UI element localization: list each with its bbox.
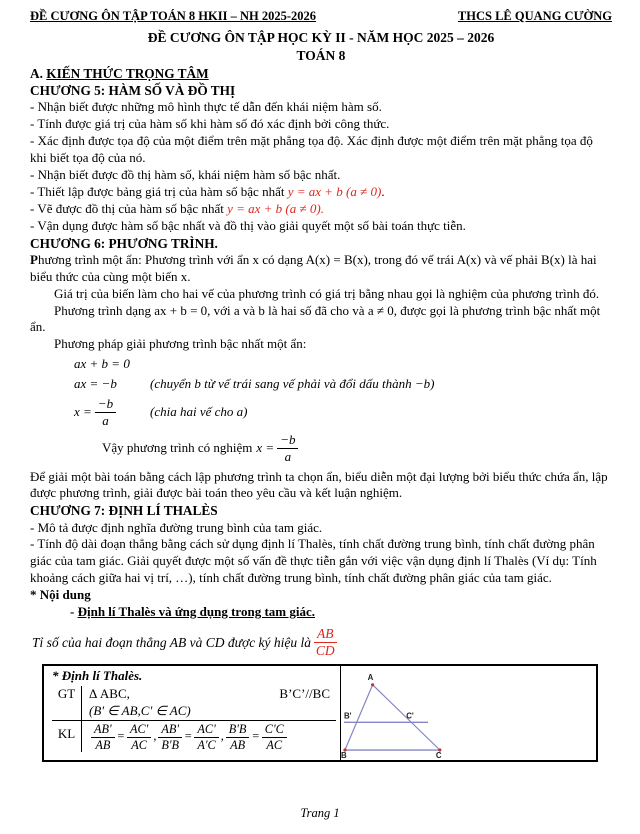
fraction-denominator: AC: [266, 737, 283, 752]
chapter5-bullet: [30, 201, 612, 218]
fraction-numerator: C'C: [262, 723, 287, 738]
gt-hypothesis-line1: [89, 686, 336, 703]
content-label: * Nội dung: [30, 587, 91, 603]
equation-note: (chuyển b từ vế trái sang vế phải và đổi dấu thành −b): [150, 376, 435, 392]
equals-sign: =: [251, 729, 260, 744]
formula-linear-function: y = ax + b (a ≠ 0).: [227, 200, 324, 216]
gt-parallel: B’C’//BC: [279, 686, 330, 702]
separator-comma: ,: [220, 729, 224, 744]
fraction: [226, 723, 250, 752]
equation-text: ax = −b: [74, 376, 117, 392]
chapter6-paragraph: Phương pháp giải phương trình bậc nhất một ẩn:: [54, 336, 307, 352]
equation-step-1: [74, 356, 612, 373]
chapter5-bullet: - Nhận biết được những mô hình thực tế dẫn đến khái niệm hàm số.: [30, 99, 382, 115]
fraction-denominator: A'C: [197, 737, 216, 752]
equation-note: (chia hai vế cho a): [150, 403, 248, 419]
chapter5-bullet: - Xác định được tọa độ của một điểm trên mặt phẳng tọa độ. Xác định được một điểm trên mặt phẳng tọa độ khi biết tọa độ của nó.: [30, 133, 593, 166]
ratio-text: Tỉ số của hai đoạn thẳng AB và CD được ký hiệu là: [32, 634, 312, 650]
formula-linear-function: y = ax + b (a ≠ 0): [287, 183, 382, 199]
fraction: [91, 723, 115, 752]
thales-caption: * Định lí Thalès.: [52, 668, 143, 684]
gt-hypothesis-line2: (B' ∈ AB,C' ∈ AC): [89, 703, 191, 719]
chapter6-paragraph: Để giải một bài toán bằng cách lập phương trình ta chọn ẩn, biểu diễn một đại lượng bởi biểu thức chứa ẩn, lập được phương trình, giải được bài toán theo yêu cầu và kết luận nghiệm.: [30, 468, 608, 501]
label-a: A: [367, 673, 374, 683]
fraction-numerator: B'B: [226, 723, 250, 738]
chapter5-bullet: [30, 184, 612, 201]
label-b: B: [341, 751, 347, 761]
fraction-numerator: AC': [194, 723, 218, 738]
conclusion-line: [102, 433, 612, 463]
fraction: [95, 397, 116, 427]
document-title: ĐỀ CƯƠNG ÔN TẬP HỌC KỲ II - NĂM HỌC 2025 – 2026: [147, 30, 495, 46]
fraction-denominator: a: [102, 412, 109, 428]
kl-label: KL: [52, 720, 82, 752]
kl-content: [82, 720, 336, 752]
fraction: [127, 723, 151, 752]
gt-triangle: Δ ABC,: [89, 686, 130, 702]
fraction: [277, 433, 298, 463]
fraction-denominator: AB: [230, 737, 246, 752]
content-item: [70, 604, 612, 621]
chapter7-heading: CHƯƠNG 7: ĐỊNH LÍ THALÈS: [30, 503, 218, 519]
vertex-a-dot: [371, 683, 374, 686]
fraction-numerator: −b: [95, 397, 116, 413]
equals-sign: =: [116, 729, 125, 744]
chapter5-bullet: - Tính được giá trị của hàm số khi hàm số đó xác định bởi công thức.: [30, 116, 390, 132]
thales-figure-cell: [340, 666, 596, 760]
gt-label: GT: [52, 686, 82, 720]
equation-step-3: [74, 397, 612, 427]
fraction: [194, 723, 218, 752]
conclusion-text: Vậy phương trình có nghiệm: [102, 439, 253, 455]
kl-fraction-chain: [89, 723, 336, 752]
section-a-prefix: A.: [30, 65, 47, 81]
fraction: [158, 723, 182, 752]
fraction-denominator: AC: [131, 737, 147, 752]
ratio-sentence: [32, 627, 612, 658]
chapter5-bullet: - Vận dụng được hàm số bậc nhất và đồ thị vào giải quyết một số bài toán thực tiễn.: [30, 217, 466, 233]
document-subtitle: TOÁN 8: [296, 48, 346, 64]
bullet-period: .: [381, 183, 385, 199]
label-c-prime: C': [406, 711, 414, 721]
equation-fraction: [74, 397, 150, 427]
page-number: Trang 1: [300, 805, 340, 820]
header-left-text: ĐỀ CƯƠNG ÔN TẬP TOÁN 8 HKII – NH 2025-2026: [30, 9, 317, 23]
fraction-denominator: CD: [315, 643, 335, 659]
chapter6-paragraph: Giá trị của biến làm cho hai vế của phương trình có giá trị bằng nhau gọi là nghiệm của phương trình đó.: [54, 285, 600, 301]
equation-step-2: [74, 376, 612, 393]
equals-sign: =: [184, 729, 193, 744]
section-a-title: KIẾN THỨC TRỌNG TÂM: [46, 65, 209, 81]
equation-text: ax + b = 0: [74, 356, 130, 372]
paragraph-text: hương trình một ẩn: Phương trình với ẩn x có dạng A(x) = B(x), trong đó vế trái A(x) và vế phải B(x) là hai biểu thức của cùng một biến x.: [30, 251, 597, 284]
fraction-denominator: a: [284, 448, 292, 464]
lead-letter: P: [30, 251, 38, 267]
gt-content: [82, 686, 336, 720]
chapter7-bullet: - Tính độ dài đoạn thẳng bằng cách sử dụng định lí Thalès, tính chất đường trung bình, tính chất đường phân giác của tam giác. Giải quyết được một số vấn đề thực tiễn gắn với việc vận dụng định lí Thalès (Ví dụ: Tính khoảng cách giữa hai vị trí, …), tính chất đường trung bình, tính chất đường phân giác của tam giác.: [30, 536, 597, 586]
chapter6-paragraph: [30, 252, 612, 286]
chapter5-heading: CHƯƠNG 5: HÀM SỐ VÀ ĐỒ THỊ: [30, 83, 236, 99]
gt-kl-table: [52, 686, 336, 752]
chapter7-bullet: - Mô tả được định nghĩa đường trung bình của tam giác.: [30, 519, 323, 535]
running-header: [30, 8, 612, 24]
conclusion-lhs: x =: [256, 439, 275, 455]
item-title: Định lí Thalès và ứng dụng trong tam giác.: [77, 604, 315, 620]
ratio-fraction: [314, 627, 337, 658]
fraction-numerator: AC': [127, 723, 151, 738]
fraction-numerator: AB': [91, 723, 115, 738]
chapter6-paragraph: Phương trình dạng ax + b = 0, với a và b là hai số đã cho và a ≠ 0, được gọi là phương trình bậc nhất một ẩn.: [30, 302, 601, 335]
thales-statement-cell: [44, 666, 340, 760]
thales-triangle-figure: [341, 666, 596, 760]
header-right-text: THCS LÊ QUANG CƯỜNG: [457, 9, 612, 23]
bullet-text: - Vẽ được đồ thị của hàm số bậc nhất: [30, 200, 228, 216]
bullet-text: - Thiết lập được bảng giá trị của hàm số bậc nhất: [30, 183, 288, 199]
chapter5-bullet: - Nhận biết được đồ thị hàm số, khái niệm hàm số bậc nhất.: [30, 167, 341, 182]
separator-comma: ,: [153, 729, 157, 744]
equation-lhs: x =: [74, 403, 92, 419]
fraction-denominator: B'B: [161, 737, 180, 752]
fraction-denominator: AB: [95, 737, 111, 752]
fraction: [262, 723, 287, 752]
fraction-numerator: AB': [158, 723, 182, 738]
item-dash: -: [70, 604, 78, 620]
thales-theorem-box: [42, 664, 598, 762]
label-b-prime: B': [343, 711, 352, 721]
label-c: C: [435, 751, 442, 761]
section-a-heading: [30, 65, 612, 82]
fraction-numerator: AB: [314, 627, 337, 643]
fraction-numerator: −b: [277, 433, 298, 449]
chapter6-heading: CHƯƠNG 6: PHƯƠNG TRÌNH.: [30, 235, 218, 251]
